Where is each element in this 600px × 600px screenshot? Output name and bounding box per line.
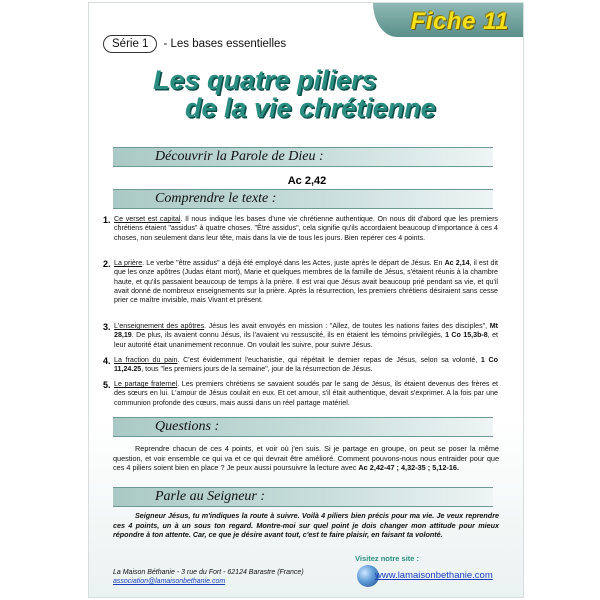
questions-text: Reprendre chacun de ces 4 points, et voir où j'en suis. Si je partage en groupe, on peut se poser la même question, et voir ensemble ce qui va et ce qui devrait être amélioré. Comment pouvons-nous nous entraider pour que ces 4 piliers soient bien en place ? Je peux aussi poursuivre la lecture avec Ac 2,42-47 ; 4,32-35 ; 5,12-16.: [113, 444, 499, 473]
visit-label: Visitez notre site :: [355, 554, 420, 563]
item-number: 2.: [103, 259, 111, 269]
item-text: La prière. Le verbe "être assidus" a déjà été employé dans les Actes, juste après le départ de Jésus. En Ac 2,14, il est dit que les onze apôtres (Judas étant mort), Marie et quelques membres de la famille de Jésus, s'étaient réunis à la chambre haute, et qu'ils passaient beaucoup de temps à la prière. Il est vrai que Jésus avait beaucoup prié pendant sa vie, et qu'il avait donné de nombreux enseignements sur la prière. Après la résurrection, les premiers chrétiens désiraient sans cesse prier ce maître invisible, mais Vivant et présent.: [114, 259, 498, 305]
section-understand: [113, 189, 493, 209]
section-discover-label: Découvrir la Parole de Dieu :: [155, 149, 324, 164]
serie-subtitle: - Les bases essentielles: [163, 38, 287, 50]
prayer-text: Seigneur Jésus, tu m'indiques la route à suivre. Voilà 4 piliers bien précis pour ma vie. Je veux reprendre ces 4 points, un à un sous ton regard. Montre-moi sur quel point je dois changer mon attitude pour mieux répondre à ton attente. Car, ce que je désire avant tout, c'est te faire plaisir, en faisant ta volonté.: [113, 511, 499, 540]
section-questions-label: Questions :: [155, 419, 220, 434]
page-title-line1: Les quatre piliers: [153, 65, 377, 95]
website-link[interactable]: www.lamaisonbethanie.com: [375, 570, 493, 581]
section-questions: [113, 417, 493, 437]
serie-badge: Série 1: [103, 35, 157, 53]
section-discover: [113, 147, 493, 167]
item-text: La fraction du pain. C'est évidemment l'eucharistie, qui répétait le dernier repas de Jésus, selon sa volonté, 1 Co 11,24.25, tous "les premiers jours de la semaine", jour de la résurrection de Jésus.: [114, 356, 499, 374]
item-number: 3.: [103, 322, 111, 332]
item-number: 4.: [103, 356, 111, 366]
fiche-number: Fiche 11: [410, 8, 509, 35]
bible-reference: Ac 2,42: [287, 175, 327, 187]
fiche-page: [88, 2, 524, 598]
section-prayer: [113, 487, 493, 507]
item-text: Le partage fraternel. Les premiers chrétiens se savaient soudés par le sang de Jésus, ils étaient devenus des frères et des sœurs en lui. L'amour de Jésus coulait en eux. Et cet amour, s'il était authentique, devait s'exprimer. A la fois par une communion profonde des cœurs, mais aussi dans un réel partage matériel.: [114, 380, 498, 407]
item-number: 1.: [103, 215, 111, 225]
serie-row: [103, 35, 286, 53]
item-number: 5.: [103, 380, 111, 390]
footer-address: La Maison Béthanie - 3 rue du Fort - 62124 Barastre (France): [113, 569, 304, 576]
footer-email-link[interactable]: association@lamaisonbethanie.com: [113, 578, 226, 585]
item-text: L'enseignement des apôtres. Jésus les avait envoyés en mission : "Allez, de toutes les nations faites des disciples", Mt 28,19. De plus, ils avaient connu Jésus, ils l'avaient vu ressuscité, ils en étaient les témoins privilégiés, 1 Co 15,3b-8, et leur autorité était unanimement reconnue. On voulait les suivre, pour suivre Jésus.: [114, 322, 499, 349]
item-text: Ce verset est capital. Il nous indique les bases d'une vie chrétienne authentique. On nous dit d'abord que les premiers chrétiens étaient "assidus" à quatre choses. "Être assidus", cela signifie qu'ils accordaient beaucoup d'importance à ces 4 choses, non seulement dans leur tête, mais dans la vie de tous les jours. Bien repérer ces 4 points.: [114, 215, 498, 242]
fiche-tab: [373, 3, 523, 37]
page-title-line2: de la vie chrétienne: [185, 93, 436, 123]
section-understand-label: Comprendre le texte :: [155, 191, 277, 206]
section-prayer-label: Parle au Seigneur :: [155, 489, 266, 504]
